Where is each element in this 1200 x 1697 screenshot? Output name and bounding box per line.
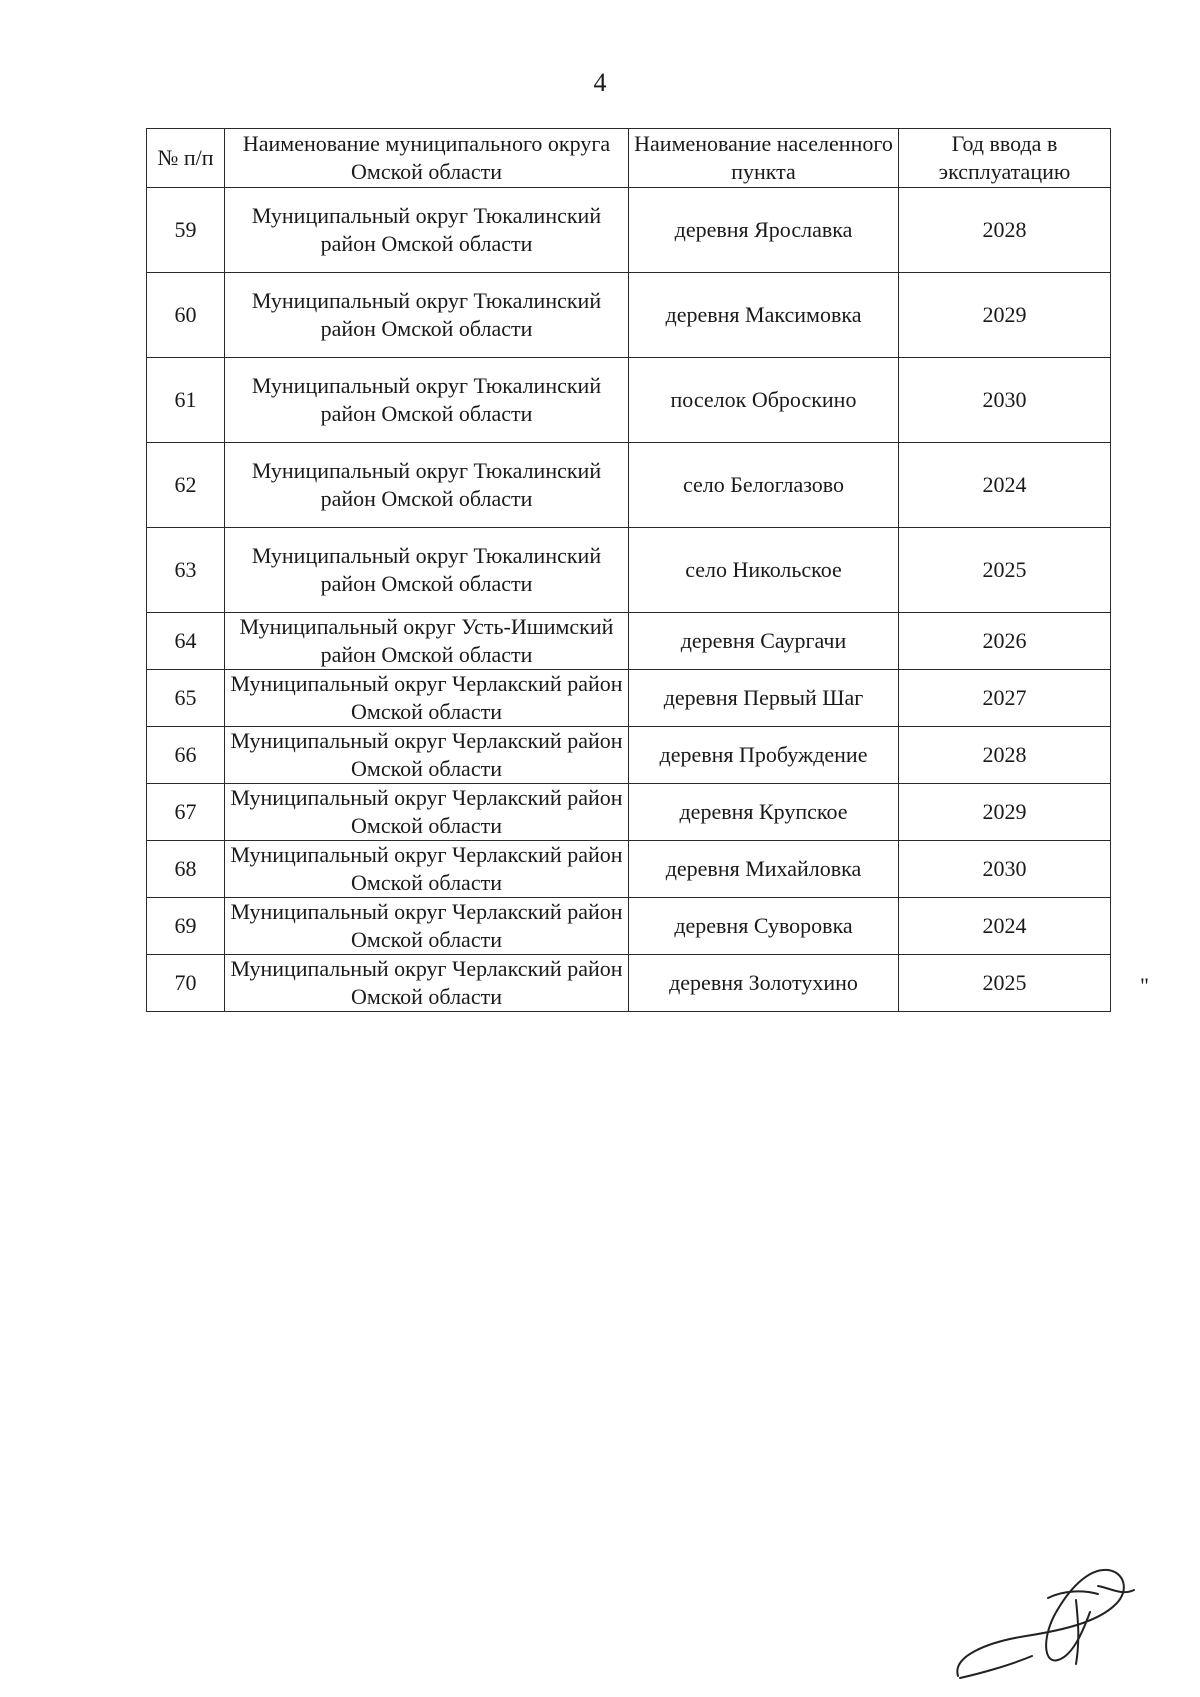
table-row — [147, 528, 1111, 613]
row-district: Муниципальный округ Усть-Ишимский район Омской области — [225, 613, 629, 670]
table-row — [147, 898, 1111, 955]
localities-table — [146, 128, 1111, 1012]
row-locality: деревня Ярославка — [629, 188, 899, 273]
row-number: 61 — [147, 358, 225, 443]
row-locality: деревня Саургачи — [629, 613, 899, 670]
row-district: Муниципальный округ Тюкалинский район Омской области — [225, 443, 629, 528]
row-district: Муниципальный округ Черлакский район Омской области — [225, 784, 629, 841]
row-number: 62 — [147, 443, 225, 528]
row-district: Муниципальный округ Тюкалинский район Омской области — [225, 273, 629, 358]
row-number: 69 — [147, 898, 225, 955]
row-number: 68 — [147, 841, 225, 898]
row-locality: деревня Суворовка — [629, 898, 899, 955]
row-year: 2027 — [899, 670, 1111, 727]
row-number: 60 — [147, 273, 225, 358]
table-row — [147, 784, 1111, 841]
row-number: 67 — [147, 784, 225, 841]
header-year: Год ввода в эксплуатацию — [899, 129, 1111, 188]
row-year: 2030 — [899, 358, 1111, 443]
row-locality: деревня Первый Шаг — [629, 670, 899, 727]
table-row — [147, 613, 1111, 670]
table-row — [147, 670, 1111, 727]
row-year: 2029 — [899, 273, 1111, 358]
row-district: Муниципальный округ Черлакский район Омской области — [225, 727, 629, 784]
row-year: 2030 — [899, 841, 1111, 898]
row-locality: село Белоглазово — [629, 443, 899, 528]
header-locality: Наименование населенного пункта — [629, 129, 899, 188]
row-district: Муниципальный округ Черлакский район Омской области — [225, 670, 629, 727]
row-locality: деревня Золотухино — [629, 955, 899, 1012]
table-row — [147, 443, 1111, 528]
page-number: 4 — [593, 68, 607, 97]
row-year: 2028 — [899, 188, 1111, 273]
table-header-row — [147, 129, 1111, 188]
table-row — [147, 727, 1111, 784]
closing-quote-mark: " — [1140, 973, 1149, 998]
row-locality: поселок Оброскино — [629, 358, 899, 443]
row-district: Муниципальный округ Тюкалинский район Омской области — [225, 358, 629, 443]
row-district: Муниципальный округ Тюкалинский район Омской области — [225, 188, 629, 273]
row-year: 2024 — [899, 898, 1111, 955]
table-row — [147, 358, 1111, 443]
row-year: 2025 — [899, 528, 1111, 613]
signature-icon — [948, 1560, 1148, 1688]
row-district: Муниципальный округ Черлакский район Омской области — [225, 898, 629, 955]
row-year: 2028 — [899, 727, 1111, 784]
header-district: Наименование муниципального округа Омской области — [225, 129, 629, 188]
header-number: № п/п — [147, 129, 225, 188]
row-year: 2029 — [899, 784, 1111, 841]
row-number: 64 — [147, 613, 225, 670]
table-row — [147, 273, 1111, 358]
row-year: 2025 — [899, 955, 1111, 1012]
row-number: 59 — [147, 188, 225, 273]
row-number: 63 — [147, 528, 225, 613]
row-locality: деревня Пробуждение — [629, 727, 899, 784]
row-number: 70 — [147, 955, 225, 1012]
row-year: 2024 — [899, 443, 1111, 528]
table-row — [147, 955, 1111, 1012]
row-district: Муниципальный округ Тюкалинский район Омской области — [225, 528, 629, 613]
row-locality: деревня Максимовка — [629, 273, 899, 358]
row-locality: деревня Крупское — [629, 784, 899, 841]
table-row — [147, 841, 1111, 898]
table-row — [147, 188, 1111, 273]
row-district: Муниципальный округ Черлакский район Омской области — [225, 841, 629, 898]
row-district: Муниципальный округ Черлакский район Омской области — [225, 955, 629, 1012]
row-locality: село Никольское — [629, 528, 899, 613]
row-number: 66 — [147, 727, 225, 784]
row-locality: деревня Михайловка — [629, 841, 899, 898]
row-number: 65 — [147, 670, 225, 727]
row-year: 2026 — [899, 613, 1111, 670]
